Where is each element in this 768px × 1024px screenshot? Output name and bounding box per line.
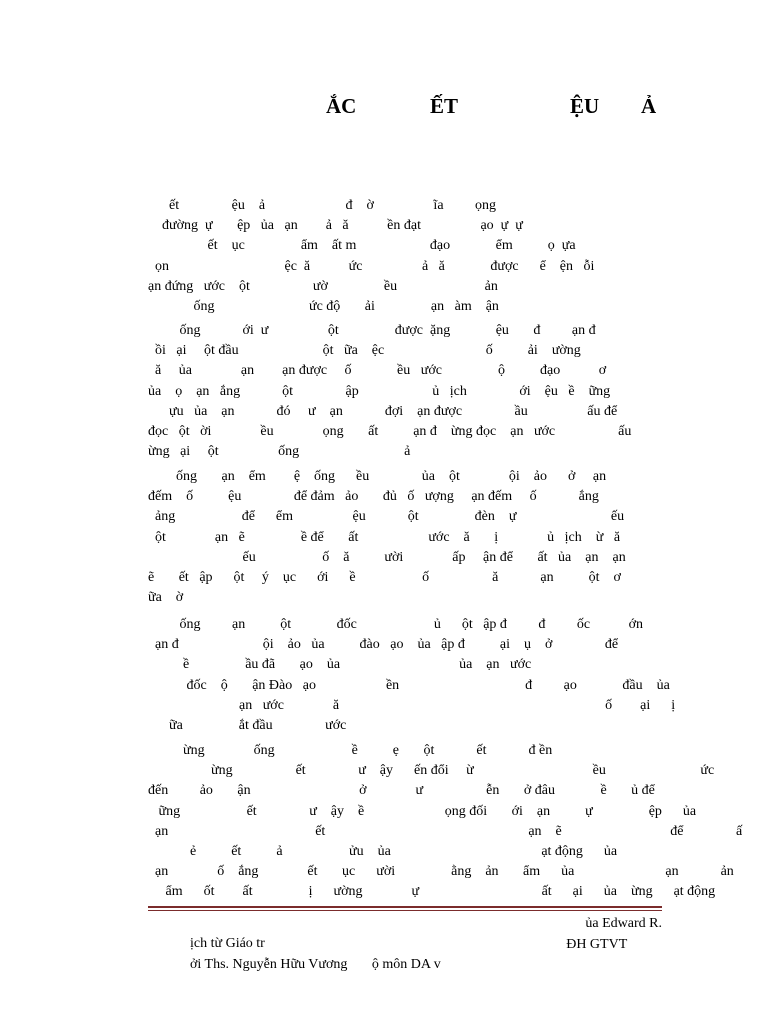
paragraph-2-line: ựu ủa ạn đó ư ạn đợi ạn được ầu ấu để: [148, 403, 618, 419]
paragraph-3-line: ống ạn ểm ệ ống ều ủa ột ội ảo ở ạn: [148, 469, 607, 484]
paragraph-3-line: ẽ ết ập ột ý ục ới ề ố ă ạn ột ơ: [148, 570, 621, 585]
paragraph-2-line: ă ủa ạn ạn được ố ều ước ộ đạo ơ: [148, 363, 607, 379]
paragraph-1-line: ết ục ẩm ất m đạo ểm ọ ựa: [148, 238, 576, 254]
paragraph-3-line: ếu ố ă ười ấp ận để ất ủa ạn ạn: [148, 549, 626, 565]
paragraph-3-line: ột ạn ẽ ề để ất ước ă ị ủ ịch ừ ă: [148, 529, 621, 545]
footer-line-1-right: ủa Edward R.: [585, 916, 662, 931]
paragraph-4-line: ạn ước ă ố ại ị: [148, 697, 676, 713]
paragraph-3-line: đếm ố ệu để đảm ảo đủ ố ượng ạn đếm ố ắng: [148, 489, 599, 505]
document-title: [0, 94, 768, 122]
paragraph-5-line: ẩm ốt ất ị ường ự ất ại ủa ừng ạt động: [148, 884, 716, 900]
paragraph-2-line: ừng ại ột ống ả: [148, 444, 411, 460]
paragraph-3-line: ảng để ểm ệu ột đèn ự ếu: [148, 509, 625, 525]
footer-rule-thick: [148, 906, 662, 908]
paragraph-1-line: ạn đứng ước ột ườ ều ản: [148, 278, 498, 294]
paragraph-2-line: ồi ại ột đầu ột ữa ệc ố ải ường: [148, 343, 581, 359]
title-part-1: ẮC: [326, 94, 357, 118]
paragraph-5-line: ạn ố ắng ết ục ười ằng ản ẩm ủa ạn ản: [148, 864, 734, 880]
footer-line-2: [148, 935, 662, 972]
paragraph-5-line: đến ảo ận ở ư ễn ở đâu ề ủ để: [148, 783, 655, 799]
paragraph-4-line: đốc ộ ận Đào ạo ền đ ạo đầu ủa: [148, 677, 670, 693]
paragraph-2-line: đọc ột ời ều ọng ất ạn đ ừng đọc ạn ước ấu: [148, 424, 632, 439]
paragraph-2-line: ủa ọ ạn ắng ột ập ủ ịch ới ệu ề ững: [148, 383, 611, 399]
paragraph-4-line: ữa ắt đầu ước: [148, 718, 347, 733]
paragraph-1-line: ống ức độ ải ạn àm ận: [148, 299, 499, 314]
footer-line-2-left: ởi Ths. Nguyễn Hữu Vương ộ môn DA v: [162, 957, 441, 972]
title-part-4: Ả: [641, 94, 657, 118]
paragraph-5-line: ừng ống ề ẹ ột ết đ ền: [148, 743, 553, 758]
paragraph-5-line: ừng ết ư ậy ến đổi ừ ều ức: [148, 763, 715, 779]
paragraph-3-line: ữa ờ: [148, 590, 184, 606]
paragraph-5-line: ững ết ư ậy ề ọng đối ới ạn ự ệp ủa: [148, 803, 697, 819]
paragraph-5-line: ẻ ết ả ửu ủa ạt động ủa: [148, 844, 618, 859]
paragraph-1-line: ết ệu ả đ ờ ĩa ọng: [148, 198, 497, 213]
paragraph-2-line: ống ới ư ột được ặng ệu đ ạn đ: [148, 323, 596, 338]
paragraph-1-line: ọn ệc ă ức ả ă được ể ện ỗi: [148, 258, 595, 274]
title-part-3: ỆU: [570, 94, 600, 118]
paragraph-1-line: đường ự ệp ủa ạn ả ă ền đạt ạo ự ự: [148, 218, 523, 234]
paragraph-5-line: ạn ết ạn ẽ để ấ: [148, 823, 743, 839]
paragraph-4-line: ống ạn ột đốc ủ ột ập đ đ ốc ớn: [148, 617, 644, 632]
paragraph-4-line: ạn đ ội ảo ủa đào ạo ủa ập đ ại ụ ở để: [148, 637, 619, 653]
footer-rule-thin: [148, 910, 662, 911]
title-part-2: ẾT: [430, 94, 459, 118]
footer-line-2-right: ĐH GTVT: [566, 937, 662, 952]
footer-line-1-left: ịch từ Giáo tr: [162, 936, 265, 951]
paragraph-4-line: ề ầu đã ạo ủa ủa ạn ước: [148, 657, 532, 673]
